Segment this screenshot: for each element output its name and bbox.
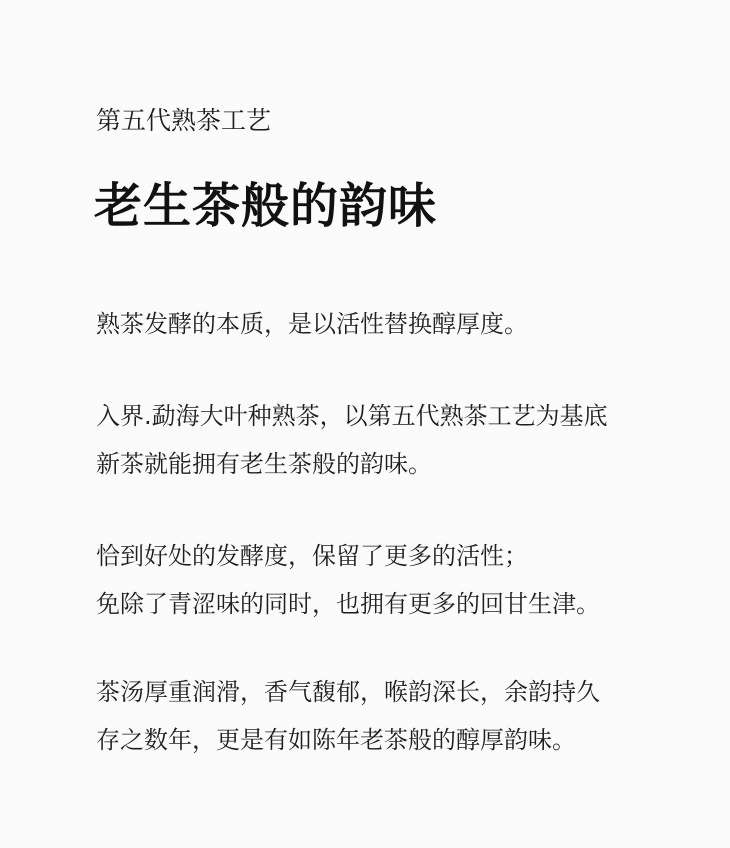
- paragraph-line: 恰到好处的发酵度，保留了更多的活性；: [96, 542, 528, 570]
- paragraph-2: [96, 392, 608, 488]
- paragraph-3: [96, 532, 600, 628]
- paragraph-line: 存之数年，更是有如陈年老茶般的醇厚韵味。: [96, 726, 576, 754]
- paragraph-4: [96, 668, 600, 764]
- paragraph-line: 入界.勐海大叶种熟茶，以第五代熟茶工艺为基底: [96, 402, 608, 430]
- page-subtitle: 第五代熟茶工艺: [96, 106, 272, 135]
- paragraph-line: 免除了青涩味的同时，也拥有更多的回甘生津。: [96, 590, 600, 618]
- paragraph-line: 熟茶发酵的本质，是以活性替换醇厚度。: [96, 310, 528, 338]
- paragraph-line: 新茶就能拥有老生茶般的韵味。: [96, 450, 432, 478]
- paragraph-line: 茶汤厚重润滑，香气馥郁，喉韵深长，余韵持久: [96, 678, 600, 706]
- paragraph-1: [96, 300, 528, 348]
- page-title: 老生茶般的韵味: [94, 178, 438, 234]
